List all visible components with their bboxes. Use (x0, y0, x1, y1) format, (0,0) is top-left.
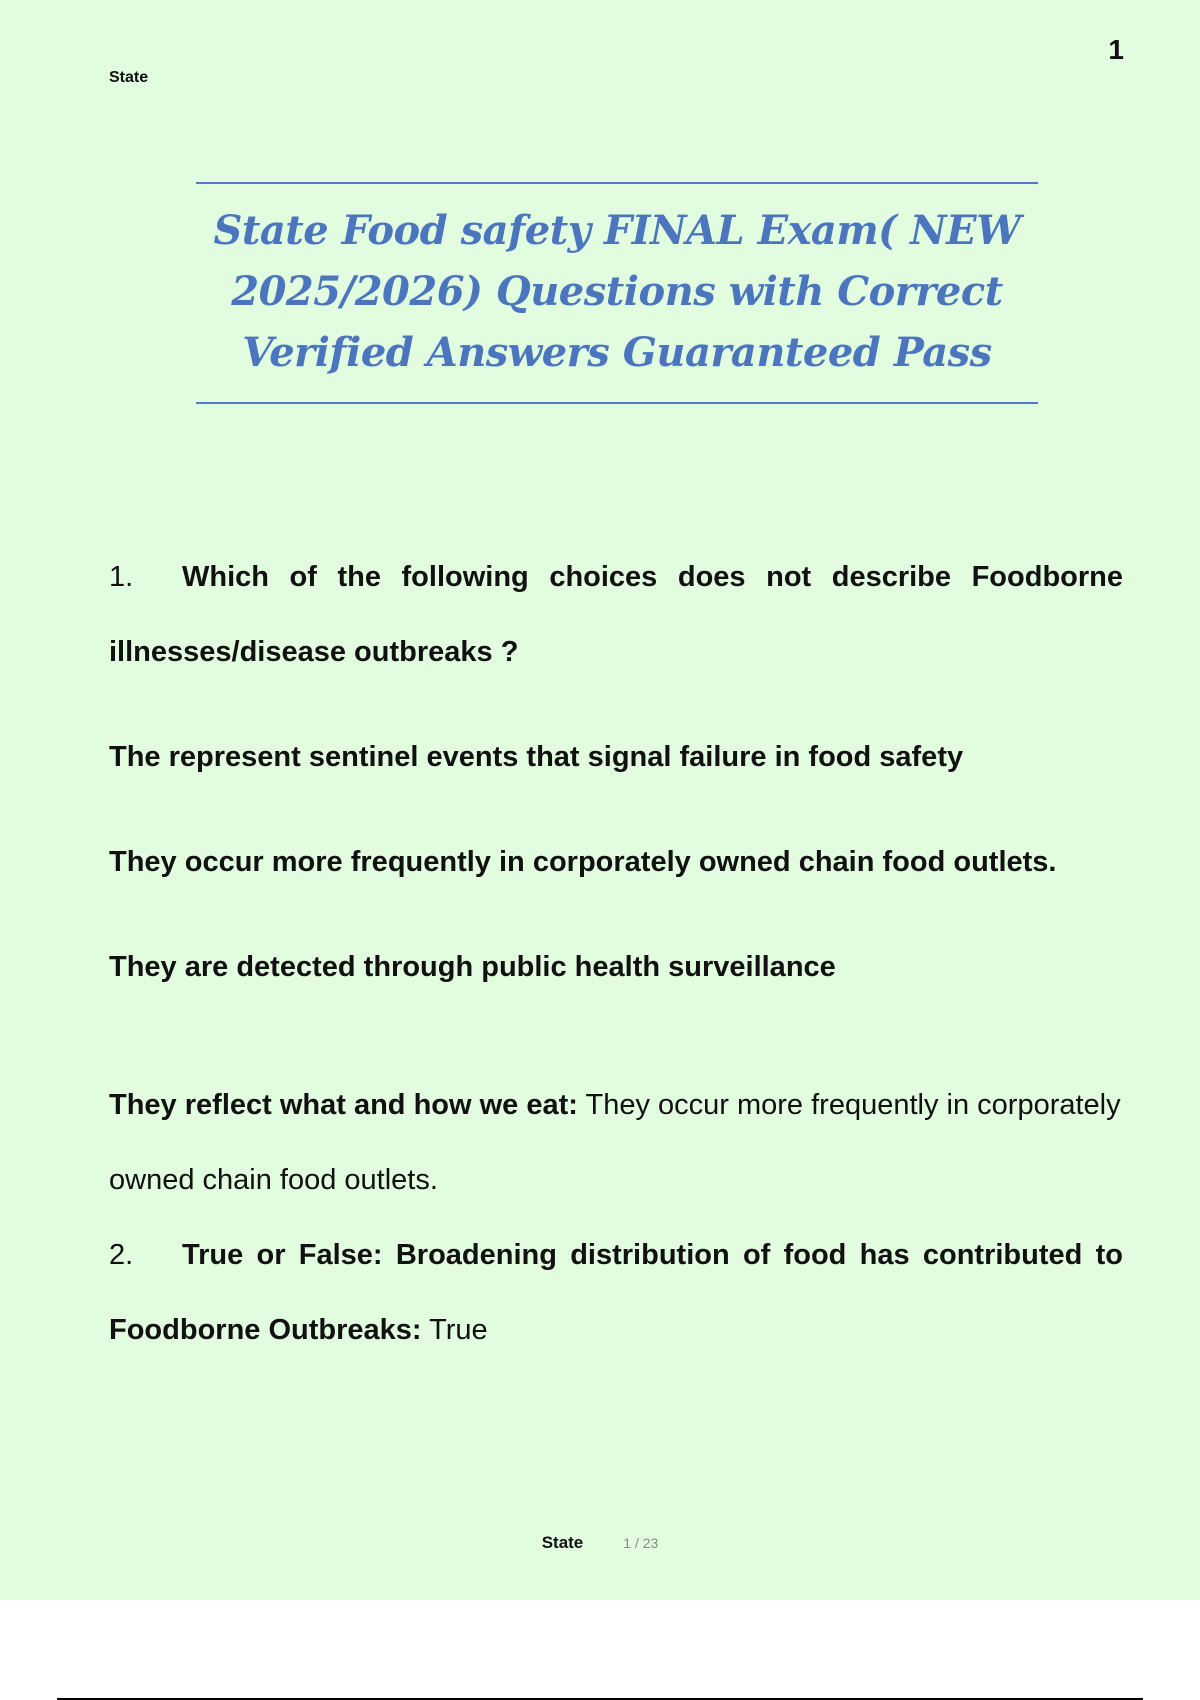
question-1-answer-text: They occur more frequently in corporately owned chain food outlets. (109, 1089, 1121, 1196)
question-1 (109, 540, 1123, 690)
question-1-option-3: They are detected through public health surveillance (109, 951, 836, 983)
question-1-answer-prefix: They reflect what and how we eat: (109, 1089, 578, 1121)
footer-brand: State (541, 1533, 584, 1552)
title-bottom-rule (196, 402, 1038, 404)
question-2 (109, 1218, 1123, 1368)
title-top-rule (196, 182, 1038, 184)
question-2-text: True or False: Broadening distribution of food has contributed to Foodborne Outbreaks: (109, 1239, 1123, 1346)
document-title (196, 200, 1038, 383)
question-2-answer: True (429, 1314, 488, 1346)
footer-page-count: 1 / 23 (623, 1535, 659, 1551)
title-line-2: 2025/2026) Questions with Correct (231, 268, 1003, 315)
page-footer (0, 1533, 1200, 1553)
question-1-answer (109, 1068, 1123, 1218)
question-1-option-2: They occur more frequently in corporately owned chain food outlets. (109, 846, 1057, 878)
title-line-3: Verified Answers Guaranteed Pass (242, 329, 992, 376)
questions-section (109, 540, 1123, 1368)
question-1-text: Which of the following choices does not describe Foodborne illnesses/disease outbreaks ? (109, 561, 1123, 668)
page-number: 1 (1108, 34, 1124, 65)
question-1-number: 1. (109, 561, 134, 593)
title-line-1: State Food safety FINAL Exam( NEW (213, 207, 1021, 254)
question-2-number: 2. (109, 1239, 134, 1271)
header-label: State (109, 69, 149, 86)
question-1-option-1: The represent sentinel events that signal failure in food safety (109, 741, 964, 773)
